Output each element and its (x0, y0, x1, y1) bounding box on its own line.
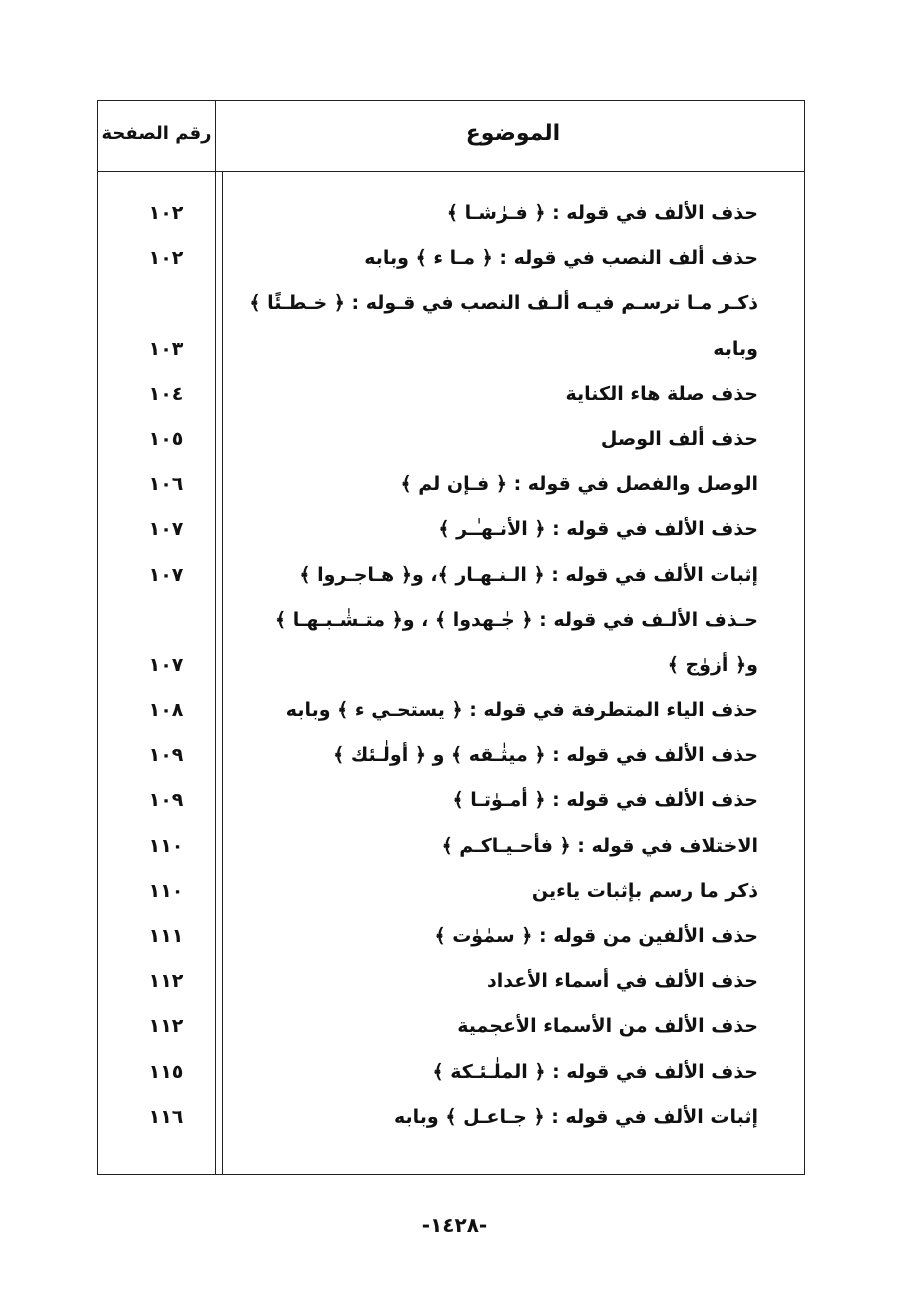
row-page: ١١٠ (148, 834, 184, 857)
row-subject: الوصل والفصل في قوله : ﴿ فـإن لم ﴾ (400, 473, 758, 496)
row-subject: حذف الألف في قوله : ﴿ الملٰـئـكة ﴾ (432, 1060, 758, 1083)
row-page: ١١١ (148, 925, 184, 947)
row-subject: حذف الألف في أسماء الأعداد (487, 970, 758, 993)
table-row (98, 507, 804, 552)
row-page: ١٠٩ (148, 744, 184, 767)
row-page (136, 281, 196, 326)
index-table (97, 100, 805, 1175)
row-subject: حذف الألفين من قوله : ﴿ سمٰوٰت ﴾ (434, 925, 758, 947)
row-page: ١١٥ (148, 1060, 184, 1083)
header-divider (98, 171, 804, 172)
row-subject: حذف الياء المتطرفة في قوله : ﴿ يستحـي ء ﴾ وبابه (285, 699, 758, 722)
table-row (98, 372, 804, 417)
row-page: ١٠٣ (148, 337, 184, 360)
row-page: ١١٠ (148, 879, 184, 902)
row-page: ١٠٩ (148, 789, 184, 812)
row-subject: ذكر ما رسم بإثبات ياءين (531, 879, 758, 902)
row-subject: حذف الألف من الأسماء الأعجمية (457, 1015, 758, 1038)
row-page: ١٠٢ (148, 247, 184, 270)
table-row (98, 1004, 804, 1049)
row-page: ١٠٧ (148, 518, 184, 541)
row-page (136, 598, 196, 643)
row-subject: الاختلاف في قوله : ﴿ فأحـيـاكـم ﴾ (441, 834, 758, 857)
table-row (98, 1095, 804, 1140)
table-row (98, 778, 804, 823)
row-subject: حذف الألف في قوله : ﴿ ميثٰـقه ﴾ و ﴿ أولٰـئك ﴾ (333, 744, 758, 767)
row-page: ١٠٧ (148, 563, 184, 586)
table-row (98, 824, 804, 869)
table-row (98, 688, 804, 733)
row-subject: حذف الألف في قوله : ﴿ الأنـهـٰـر ﴾ (438, 518, 758, 541)
table-row (98, 733, 804, 778)
row-page: ١١٦ (148, 1105, 184, 1128)
row-page: ١٠٤ (148, 382, 184, 405)
row-page: ١٠٨ (148, 699, 184, 722)
table-row (98, 869, 804, 914)
row-subject: حذف ألف الوصل (600, 427, 758, 450)
row-subject: حذف الألف في قوله : ﴿ أمـوٰتـا ﴾ (452, 789, 758, 812)
row-subject: حـذف الألـف في قوله : ﴿ جٰـهدوا ﴾ ، و﴿ متـشٰـبـهـا ﴾ (274, 608, 758, 631)
row-subject: ذكـر مـا ترسـم فيـه ألـف النصب في قـوله : ﴿ خـطـئًا ﴾ (249, 292, 758, 315)
table-row (98, 598, 804, 643)
row-subject: حذف صلة هاء الكناية (565, 382, 758, 405)
table-row (98, 417, 804, 462)
table-row (98, 643, 804, 688)
row-page: ١١٢ (148, 970, 184, 993)
row-subject: وبابه (713, 337, 758, 360)
table-row (98, 959, 804, 1004)
header-page-number: رقم الصفحة (101, 123, 212, 144)
table-row (98, 236, 804, 281)
row-subject: حذف الألف في قوله : ﴿ فـرٰشـا ﴾ (446, 202, 758, 224)
table-row (98, 914, 804, 959)
table-row (98, 327, 804, 372)
row-subject: إثبات الألف في قوله : ﴿ جـاعـل ﴾ وبابه (394, 1105, 758, 1128)
table-row (98, 553, 804, 598)
table-row (98, 191, 804, 236)
table-rows (98, 191, 804, 1140)
table-row (98, 281, 804, 326)
row-page: ١٠٧ (148, 653, 184, 676)
header-subject: الموضوع (465, 121, 561, 146)
row-subject: حذف ألف النصب في قوله : ﴿ مـا ء ﴾ وبابه (364, 247, 758, 270)
table-row (98, 462, 804, 507)
row-subject: و﴿ أزوٰج ﴾ (667, 653, 758, 676)
table-row (98, 1050, 804, 1095)
row-page: ١٠٦ (148, 473, 184, 496)
row-page: ١١٢ (148, 1015, 184, 1038)
row-page: ١٠٢ (148, 202, 184, 224)
page-number: -١٤٢٨- (421, 1213, 488, 1237)
row-page: ١٠٥ (148, 427, 184, 450)
row-subject: إثبات الألف في قوله : ﴿ الـنـهـار ﴾، و﴿ هـاجـروا ﴾ (299, 563, 758, 586)
